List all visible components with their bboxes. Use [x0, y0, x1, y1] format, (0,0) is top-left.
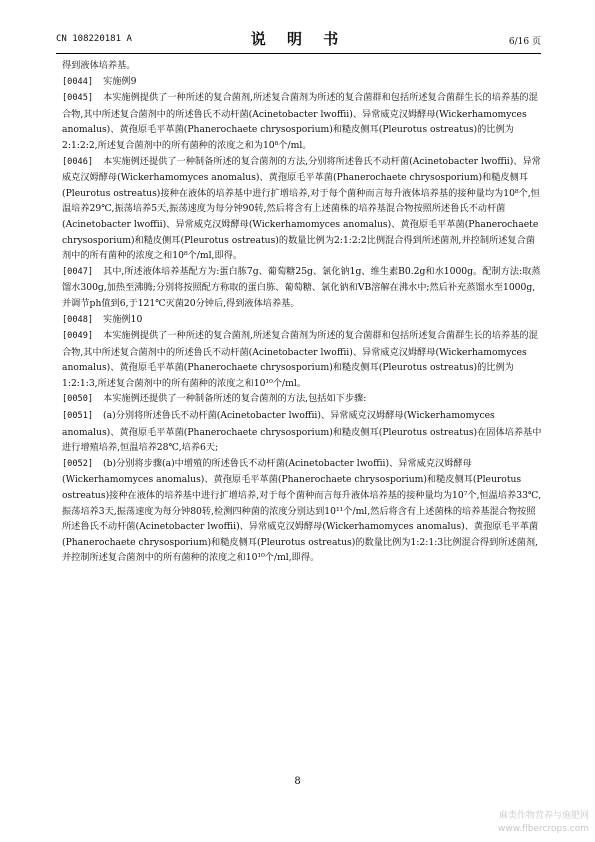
- paragraph-text: (a)分别将所述鲁氏不动杆菌(Acinetobacter lwoffii)、异常威克汉姆酵母(Wickerhamomyces anomalus)、黄孢原毛平革菌(Phanerochaete chrysosporium)和糙皮侧耳(Pleurotus ostreatus)在固体培养基中进行增殖培养,恒温培养28℃,培养6天;: [62, 410, 542, 454]
- paragraph-text: 本实施例还提供了一种制备所述的复合菌剂的方法,分别将所述鲁氏不动杆菌(Acinetobacter lwoffii)、异常威克汉姆酵母(Wickerhamomyces anomalus)、黄孢原毛平革菌(Phanerochaete chrysosporium)和糙皮侧耳(Pleurotus ostreatus)接种在液体的培养基中进行扩增培养,对于每个菌种而言每升液体培养基的接种量均为10⁸个,恒温培养29℃,振荡培养5天,振荡速度为每分钟90转,然后将含有上述菌株的培养基混合物按照所述鲁氏不动杆菌(Acinetobacter lwoffii)、异常威克汉姆酵母(Wickerhamomyces anomalus)、黄孢原毛平革菌(Phanerochaete chrysosporium)和糙皮侧耳(Pleurotus ostreatus)的数量比例为2:1:2:2比例混合得到所述菌剂,并控制所述复合菌剂中的所有菌种的浓度之和10⁸个/ml,即得。: [62, 155, 541, 262]
- paragraph: [62, 90, 542, 153]
- paragraph-number: [0048]: [62, 314, 94, 325]
- watermark-line: www.fibercrops.com: [498, 824, 589, 834]
- paragraph: [62, 312, 542, 329]
- watermark: [498, 810, 589, 836]
- paragraph: [62, 74, 542, 91]
- paragraph: [62, 154, 542, 264]
- paragraph: [62, 264, 542, 312]
- paragraph-text: 得到液体培养基。: [62, 60, 136, 71]
- paragraph: [62, 328, 542, 391]
- paragraph-text: 实施例9: [103, 75, 137, 87]
- paragraph-text: 其中,所述液体培养基配方为:蛋白胨7g、葡萄糖25g、氯化钠1g、维生素B0.2g和水1000g。配制方法:取蒸馏水300g,加热至沸腾;分别将按照配方称取的蛋白胨、葡萄糖、氯化钠和VB溶解在沸水中;然后补充蒸馏水至1000g,并调节ph值到6,于121℃灭菌20分钟后,得到液体培养基。: [62, 265, 541, 309]
- paragraph: [62, 58, 542, 74]
- paragraph-text: (b)分别将步骤(a)中增殖的所述鲁氏不动杆菌(Acinetobacter lwoffii)、异常威克汉姆酵母(Wickerhamomyces anomalus)、黄孢原毛平革菌(Phanerochaete chrysosporium)和糙皮侧耳(Pleurotus ostreatus)接种在液体的培养基中进行扩增培养,对于每个菌种而言每升液体培养基的接种量均为10⁷个,恒温培养33℃,振荡培养3天,振荡速度为每分钟80转,检测四种菌的浓度分别达到10¹¹个/ml,然后将含有上述菌株的培养基混合物按照所述鲁氏不动杆菌(Acinetobacter lwoffii)、异常威克汉姆酵母(Wickerhamomyces anomalus)、黄孢原毛平革菌(Phanerochaete chrysosporium)和糙皮侧耳(Pleurotus ostreatus)的数量比例为1:2:1:3比例混合得到所述菌剂,并控制所述复合菌剂中的所有菌种的浓度之和10¹⁰个/ml,即得。: [62, 457, 542, 564]
- paragraph: [62, 456, 542, 566]
- paragraph-text: 实施例10: [103, 313, 143, 325]
- header-divider: [56, 53, 541, 54]
- paragraph-number: [0052]: [62, 458, 94, 469]
- page-header: [56, 28, 541, 50]
- document-number: CN 108220181 A: [56, 34, 132, 44]
- paragraph-text: 本实施例还提供了一种制备所述的复合菌剂的方法,包括如下步骤:: [103, 393, 367, 405]
- page-number: 8: [294, 776, 301, 787]
- paragraph-number: [0049]: [62, 331, 94, 342]
- paragraph-text: 本实施例提供了一种所述的复合菌剂,所述复合菌剂为所述的复合菌群和包括所述复合菌群生长的培养基的混合物,其中所述复合菌剂中的所述鲁氏不动杆菌(Acinetobacter lwoffii)、异常威克汉姆酵母(Wickerhamomyces anomalus)、黄孢原毛平革菌(Phanerochaete chrysosporium)和糙皮侧耳(Pleurotus ostreatus)的比例为1:2:1:3,所述复合菌剂中的所有菌种的浓度之和10¹⁰个/ml。: [62, 330, 538, 389]
- paragraph: [62, 408, 542, 456]
- paragraph-text: 本实施例提供了一种所述的复合菌剂,所述复合菌剂为所述的复合菌群和包括所述复合菌群生长的培养基的混合物,其中所述复合菌剂中的所述鲁氏不动杆菌(Acinetobacter lwoffii)、异常威克汉姆酵母(Wickerhamomyces anomalus)、黄孢原毛平革菌(Phanerochaete chrysosporium)和糙皮侧耳(Pleurotus ostreatus)的比例为2:1:2:2,所述复合菌剂中的所有菌种的浓度之和为10⁸个/ml。: [62, 92, 538, 151]
- page-indicator: 6/16 页: [508, 37, 541, 47]
- paragraph-number: [0044]: [62, 76, 94, 87]
- paragraph: [62, 391, 542, 408]
- paragraph-number: [0045]: [62, 93, 94, 104]
- paragraph-number: [0050]: [62, 394, 94, 405]
- watermark-line: 麻类作物营养与施肥网: [498, 811, 589, 821]
- document-title: 说 明 书: [250, 30, 347, 48]
- document-body: [62, 58, 542, 566]
- paragraph-number: [0051]: [62, 411, 94, 422]
- paragraph-number: [0046]: [62, 156, 94, 167]
- paragraph-number: [0047]: [62, 266, 94, 277]
